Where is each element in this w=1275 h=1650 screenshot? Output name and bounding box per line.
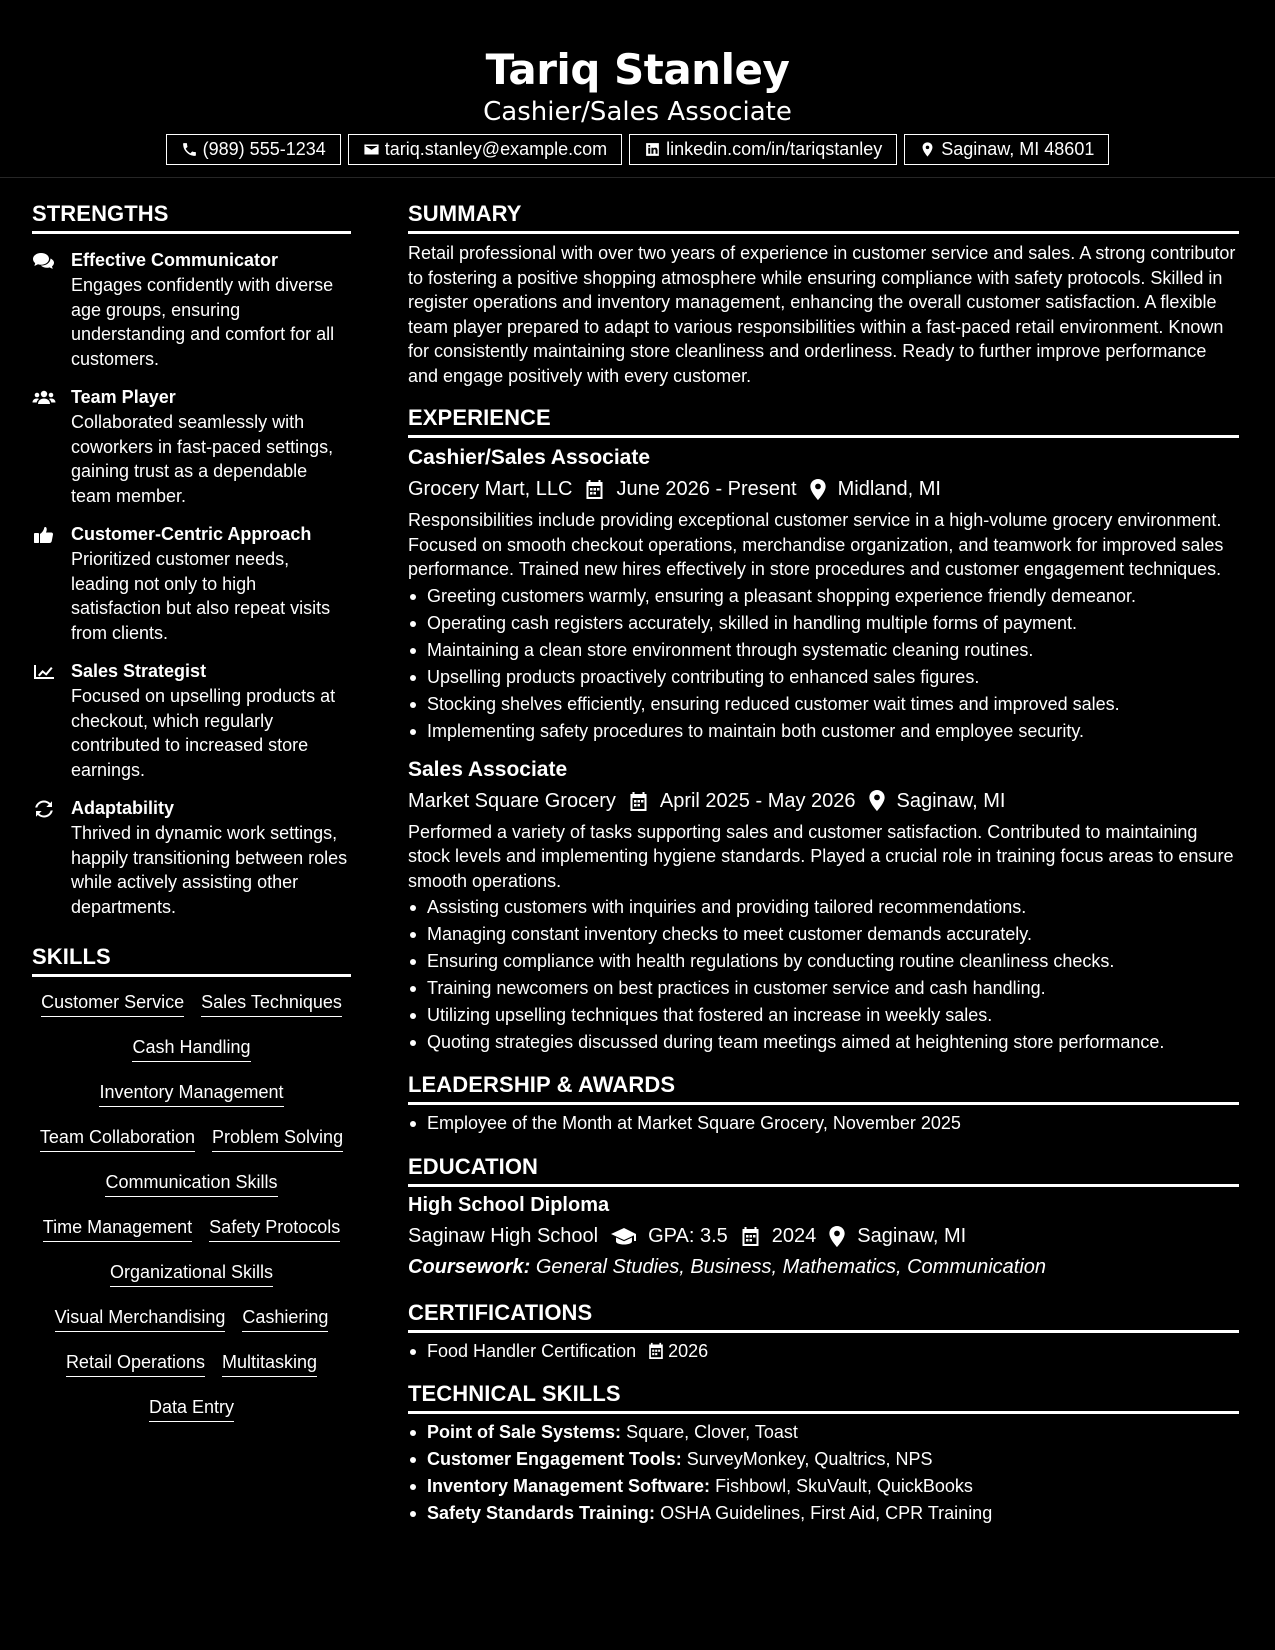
technical-skill-label: Inventory Management Software: [427, 1476, 711, 1496]
contact-bar [0, 134, 1275, 165]
job-location: Midland, MI [837, 478, 941, 500]
job-bullet: Managing constant inventory checks to meet customer demands accurately. [408, 921, 1239, 948]
summary-section [408, 198, 1239, 388]
education-section [408, 1151, 1239, 1282]
thumbs-up-icon [32, 526, 56, 544]
technical-skill-item [408, 1473, 1239, 1500]
strength-title: Effective Communicator [71, 250, 279, 270]
skill-tag: Problem Solving [212, 1124, 343, 1152]
strength-description: Focused on upselling products at checkout, which regularly contributed to increased store earnings. [71, 686, 336, 780]
contact-linkedin[interactable] [629, 134, 897, 165]
education-location: Saginaw, MI [857, 1225, 967, 1247]
skill-tag: Retail Operations [66, 1349, 205, 1377]
job-dates: June 2026 - Present [616, 478, 797, 500]
section-title-experience: EXPERIENCE [408, 405, 551, 430]
linkedin-icon [644, 141, 661, 158]
graduation-cap-icon [611, 1226, 637, 1246]
section-divider [32, 231, 351, 234]
job-bullet: Maintaining a clean store environment through systematic cleaning routines. [408, 637, 1239, 664]
skill-tag: Inventory Management [99, 1079, 283, 1107]
strength-description: Engages confidently with diverse age groups, ensuring understanding and comfort for all customers. [71, 275, 335, 369]
section-title-skills: SKILLS [32, 944, 111, 969]
section-title-leadership: LEADERSHIP & AWARDS [408, 1072, 676, 1097]
education-meta [408, 1220, 1239, 1252]
coursework-text: General Studies, Business, Mathematics, Communication [535, 1256, 1047, 1278]
job-dates: April 2025 - May 2026 [659, 789, 856, 812]
map-marker-icon [810, 479, 826, 500]
certification-year: 2026 [668, 1341, 709, 1361]
certification-item [408, 1338, 1239, 1365]
right-column [408, 198, 1239, 1527]
calendar-icon [585, 479, 604, 499]
technical-skill-value: Fishbowl, SkuVault, QuickBooks [715, 1476, 973, 1496]
strength-title: Sales Strategist [71, 661, 207, 681]
skills-section [32, 941, 351, 1439]
left-column [32, 198, 351, 1439]
map-marker-icon [919, 141, 936, 158]
job-company: Market Square Grocery [408, 789, 616, 812]
certification-name: Food Handler Certification [427, 1341, 637, 1361]
job-bullet: Utilizing upselling techniques that fostered an increase in weekly sales. [408, 1002, 1239, 1029]
strength-description: Collaborated seamlessly with coworkers in fast-paced settings, gaining trust as a dependable team member. [71, 412, 334, 506]
skill-tag: Data Entry [149, 1394, 234, 1422]
skill-tag: Multitasking [222, 1349, 317, 1377]
refresh-icon [32, 800, 56, 818]
section-title-certifications: CERTIFICATIONS [408, 1300, 593, 1325]
education-year: 2024 [771, 1225, 817, 1247]
strength-description: Prioritized customer needs, leading not only to high satisfaction but also repeat visits from clients. [71, 549, 331, 643]
job-bullets [408, 894, 1239, 1056]
coursework-label: Coursework: [408, 1256, 531, 1278]
technical-skill-label: Customer Engagement Tools: [427, 1449, 682, 1469]
calendar-icon [648, 1342, 664, 1359]
candidate-title: Cashier/Sales Associate [483, 97, 792, 127]
job-bullet: Implementing safety procedures to maintain both customer and employee security. [408, 718, 1239, 745]
strength-item [32, 521, 351, 645]
education-gpa: GPA: 3.5 [648, 1225, 728, 1247]
job-bullet: Quoting strategies discussed during team meetings aimed at heightening store performance. [408, 1029, 1239, 1056]
skills-list [32, 989, 351, 1439]
coursework [408, 1252, 1239, 1282]
job-bullet: Stocking shelves efficiently, ensuring reduced customer wait times and improved sales. [408, 691, 1239, 718]
job-location: Saginaw, MI [896, 789, 1006, 812]
section-title-education: EDUCATION [408, 1154, 539, 1179]
job-bullet: Ensuring compliance with health regulations by conducting routine cleanliness checks. [408, 948, 1239, 975]
contact-email[interactable] [348, 134, 622, 165]
technical-skill-item [408, 1500, 1239, 1527]
strength-item [32, 795, 351, 919]
section-divider [408, 1411, 1239, 1414]
job-meta [408, 473, 1239, 505]
certifications-list [408, 1338, 1239, 1365]
job-bullet: Assisting customers with inquiries and providing tailored recommendations. [408, 894, 1239, 921]
job-bullet: Greeting customers warmly, ensuring a pleasant shopping experience friendly demeanor. [408, 583, 1239, 610]
comments-icon [32, 252, 56, 270]
section-divider [408, 1330, 1239, 1333]
strength-item [32, 658, 351, 782]
leadership-item: Employee of the Month at Market Square Grocery, November 2025 [408, 1110, 1239, 1137]
skill-tag: Sales Techniques [201, 989, 342, 1017]
resume-header [0, 0, 1275, 178]
contact-email-text: tariq.stanley@example.com [384, 139, 608, 159]
certifications-section [408, 1297, 1239, 1365]
summary-text: Retail professional with over two years of experience in customer service and sales. A strong contributor to fostering a positive shopping atmosphere while ensuring compliance with safety protocols. Skilled in register operations and inventory management, enhancing the overall customer satisfaction. A flexible team player prepared to adapt to various responsibilities within a fast-paced retail environment. Known for consistently maintaining store cleanliness and orderliness. Ready to further improve performance and engage positively with every customer. [408, 243, 1236, 386]
technical-skill-value: SurveyMonkey, Qualtrics, NPS [686, 1449, 933, 1469]
strengths-section [32, 198, 351, 919]
section-divider [408, 1184, 1239, 1187]
skill-tag: Organizational Skills [110, 1259, 273, 1287]
users-icon [32, 389, 56, 407]
envelope-icon [363, 141, 380, 158]
job-title: Sales Associate [408, 757, 568, 781]
technical-skill-item [408, 1446, 1239, 1473]
calendar-icon [741, 1226, 760, 1246]
job-company: Grocery Mart, LLC [408, 478, 573, 500]
contact-location-text: Saginaw, MI 48601 [941, 139, 1095, 159]
skill-tag: Time Management [43, 1214, 192, 1242]
strength-item [32, 384, 351, 508]
skill-tag: Communication Skills [105, 1169, 277, 1197]
technical-skill-value: OSHA Guidelines, First Aid, CPR Training [660, 1503, 993, 1523]
skill-tag: Cash Handling [132, 1034, 250, 1062]
job-description: Responsibilities include providing exceptional customer service in a high-volume grocery environment. Focused on smooth checkout operations, merchandise organization, and teamwork for improved sales performance. Trained new hires effectively in store procedures and customer engagement techniques. [408, 510, 1224, 579]
skill-tag: Team Collaboration [40, 1124, 195, 1152]
section-title-technical-skills: TECHNICAL SKILLS [408, 1381, 621, 1406]
section-divider [32, 974, 351, 977]
leadership-section [408, 1069, 1239, 1137]
strength-description: Thrived in dynamic work settings, happily transitioning between roles while actively assisting other departments. [71, 823, 348, 917]
calendar-icon [629, 791, 648, 811]
job-title: Cashier/Sales Associate [408, 446, 651, 469]
candidate-name: Tariq Stanley [485, 45, 790, 94]
contact-phone-text: (989) 555-1234 [202, 139, 326, 159]
experience-section [408, 402, 1239, 1056]
strength-title: Adaptability [71, 798, 175, 818]
strength-title: Team Player [71, 387, 176, 407]
school-name: Saginaw High School [408, 1225, 599, 1247]
technical-skill-label: Safety Standards Training: [427, 1503, 656, 1523]
skill-tag: Cashiering [242, 1304, 328, 1332]
job-bullet: Training newcomers on best practices in customer service and cash handling. [408, 975, 1239, 1002]
skill-tag: Visual Merchandising [55, 1304, 226, 1332]
degree-title: High School Diploma [408, 1194, 610, 1216]
section-title-strengths: STRENGTHS [32, 201, 169, 226]
skill-tag: Safety Protocols [209, 1214, 340, 1242]
map-marker-icon [829, 1226, 845, 1247]
leadership-list [408, 1110, 1239, 1137]
job-bullet: Upselling products proactively contributing to enhanced sales figures. [408, 664, 1239, 691]
map-marker-icon [869, 790, 885, 811]
strength-title: Customer-Centric Approach [71, 524, 312, 544]
contact-location[interactable] [904, 134, 1109, 165]
section-divider [408, 435, 1239, 438]
technical-skill-label: Point of Sale Systems: [427, 1422, 622, 1442]
section-divider [408, 1102, 1239, 1105]
job-meta [408, 785, 1239, 817]
section-title-summary: SUMMARY [408, 201, 522, 226]
job-entry [408, 443, 1239, 745]
job-description: Performed a variety of tasks supporting sales and customer satisfaction. Contributed to maintaining stock levels and implementing hygiene standards. Played a crucial role in training focus areas to ensure smooth operations. [408, 821, 1234, 891]
skill-tag: Customer Service [41, 989, 184, 1017]
job-entry [408, 755, 1239, 1057]
line-chart-icon [32, 663, 56, 681]
strength-item [32, 247, 351, 371]
section-divider [408, 231, 1239, 234]
technical-skills-list [408, 1419, 1239, 1527]
technical-skill-value: Square, Clover, Toast [626, 1422, 798, 1442]
phone-icon [181, 141, 198, 158]
job-bullets [408, 583, 1239, 745]
technical-skill-item [408, 1419, 1239, 1446]
contact-phone[interactable] [166, 134, 341, 165]
technical-skills-section [408, 1378, 1239, 1527]
job-bullet: Operating cash registers accurately, skilled in handling multiple forms of payment. [408, 610, 1239, 637]
contact-linkedin-text: linkedin.com/in/tariqstanley [666, 139, 883, 159]
